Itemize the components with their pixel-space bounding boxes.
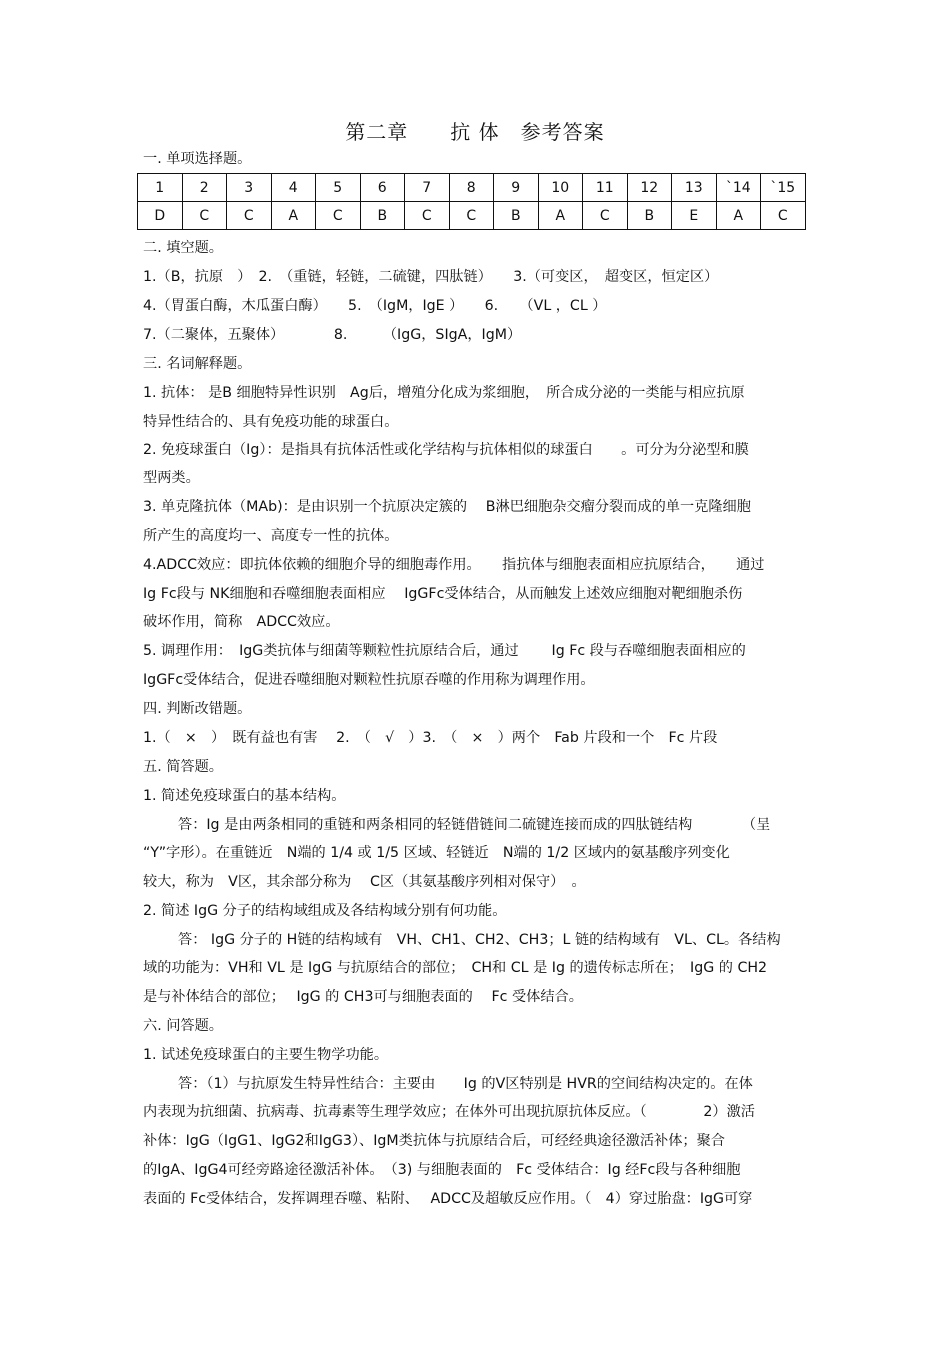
section-heading-2: 二. 填空题。	[143, 240, 223, 256]
section-heading-4: 四. 判断改错题。	[143, 701, 252, 717]
question-line: 1. 简述免疫球蛋白的基本结构。	[143, 788, 346, 804]
table-cell: 2	[182, 174, 227, 202]
table-cell: 11	[583, 174, 628, 202]
term-line: 1. 抗体： 是B 细胞特异性识别 Ag后，增殖分化成为浆细胞， 所合成分泌的一类能与相应抗原	[143, 385, 745, 401]
question-line: 2. 简述 IgG 分子的结构域组成及各结构域分别有何功能。	[143, 903, 507, 919]
table-cell: 10	[538, 174, 583, 202]
table-cell: 9	[494, 174, 539, 202]
table-cell: `14	[716, 174, 761, 202]
answer-line: 较大，称为 V区，其余部分称为 C区（其氨基酸序列相对保守） 。	[143, 874, 586, 890]
judgement-line: 1.（ × ） 既有益也有害 2. （ √ ）3. （ × ）两个 Fab 片段和一个 Fc 片段	[143, 730, 718, 746]
question-number-row	[138, 174, 806, 202]
answer-line: 是与补体结合的部位； IgG 的 CH3可与细胞表面的 Fc 受体结合。	[143, 989, 583, 1005]
term-line: IgGFc受体结合，促进吞噬细胞对颗粒性抗原吞噬的作用称为调理作用。	[143, 672, 595, 688]
table-cell: 3	[227, 174, 272, 202]
term-line: 4.ADCC效应：即抗体依赖的细胞介导的细胞毒作用。 指抗体与细胞表面相应抗原结合， 通过	[143, 557, 765, 573]
term-line: 5. 调理作用： IgG类抗体与细菌等颗粒性抗原结合后，通过 Ig Fc 段与吞噬细胞表面相应的	[143, 643, 746, 659]
term-line: 3. 单克隆抗体（MAb)：是由识别一个抗原决定簇的 B淋巴细胞杂交瘤分裂而成的单一克隆细胞	[143, 499, 751, 515]
table-cell: C	[227, 202, 272, 230]
fill-blank-line: 1.（B，抗原 ） 2. （重链，轻链，二硫键，四肽链） 3.（可变区， 超变区，恒定区）	[143, 269, 719, 285]
section-heading-3: 三. 名词解释题。	[143, 356, 252, 372]
answer-line: 答： IgG 分子的 H链的结构域有 VH、CH1、CH2、CH3；L 链的结构域有 VL、CL。各结构	[178, 932, 781, 948]
table-cell: C	[316, 202, 361, 230]
page-title: 第二章 抗 体 参考答案	[345, 120, 605, 144]
answer-row	[138, 202, 806, 230]
table-cell: C	[182, 202, 227, 230]
table-cell: 5	[316, 174, 361, 202]
answer-line: 答：Ig 是由两条相同的重链和两条相同的轻链借链间二硫键连接而成的四肽链结构 （呈	[178, 817, 771, 833]
answer-line: 内表现为抗细菌、抗病毒、抗毒素等生理学效应；在体外可出现抗原抗体反应。（ 2）激活	[143, 1104, 755, 1120]
answer-line: 域的功能为：VH和 VL 是 IgG 与抗原结合的部位； CH和 CL 是 Ig 的遗传标志所在； IgG 的 CH2	[143, 960, 768, 976]
table-cell: B	[627, 202, 672, 230]
answer-line: “Y”字形）。在重链近 N端的 1/4 或 1/5 区域、轻链近 N端的 1/2 区域内的氨基酸序列变化	[143, 845, 730, 861]
table-cell: C	[405, 202, 450, 230]
term-line: 型两类。	[143, 470, 200, 486]
fill-blank-line: 4.（胃蛋白酶，木瓜蛋白酶） 5. （IgM，IgE ） 6. （VL ，CL ）	[143, 298, 607, 314]
table-cell: B	[360, 202, 405, 230]
table-cell: C	[449, 202, 494, 230]
table-cell: A	[538, 202, 583, 230]
table-cell: `15	[761, 174, 806, 202]
table-cell: 1	[138, 174, 183, 202]
term-line: 2. 免疫球蛋白（Ig）：是指具有抗体活性或化学结构与抗体相似的球蛋白 。可分为分泌型和膜	[143, 442, 749, 458]
table-cell: C	[583, 202, 628, 230]
table-cell: E	[672, 202, 717, 230]
table-cell: 4	[271, 174, 316, 202]
term-line: 特异性结合的、具有免疫功能的球蛋白。	[143, 414, 399, 430]
section-heading-5: 五. 简答题。	[143, 759, 223, 775]
table-cell: A	[271, 202, 316, 230]
answer-line: 表面的 Fc受体结合，发挥调理吞噬、粘附、 ADCC及超敏反应作用。（ 4）穿过胎盘：IgG可穿	[143, 1191, 753, 1207]
answer-line: 的IgA、IgG4可经旁路途径激活补体。 （3) 与细胞表面的 Fc 受体结合：Ig 经Fc段与各种细胞	[143, 1162, 741, 1178]
answer-line: 补体：IgG（IgG1、IgG2和IgG3）、IgM类抗体与抗原结合后，可经经典途径激活补体；聚合	[143, 1133, 725, 1149]
table-cell: B	[494, 202, 539, 230]
term-line: 所产生的高度均一、高度专一性的抗体。	[143, 528, 399, 544]
question-line: 1. 试述免疫球蛋白的主要生物学功能。	[143, 1047, 389, 1063]
term-line: 破坏作用，简称 ADCC效应。	[143, 614, 340, 630]
table-cell: 12	[627, 174, 672, 202]
table-cell: D	[138, 202, 183, 230]
section-heading-6: 六. 问答题。	[143, 1018, 223, 1034]
table-cell: 13	[672, 174, 717, 202]
table-cell: 8	[449, 174, 494, 202]
table-cell: 7	[405, 174, 450, 202]
table-cell: C	[761, 202, 806, 230]
term-line: Ig Fc段与 NK细胞和吞噬细胞表面相应 IgGFc受体结合，从而触发上述效应细胞对靶细胞杀伤	[143, 586, 743, 602]
section-heading-1: 一. 单项选择题。	[143, 151, 252, 167]
table-cell: A	[716, 202, 761, 230]
table-cell: 6	[360, 174, 405, 202]
answer-table	[137, 173, 806, 230]
fill-blank-line: 7.（二聚体，五聚体） 8. （IgG，SIgA，IgM）	[143, 327, 522, 343]
answer-line: 答：（1）与抗原发生特异性结合：主要由 Ig 的V区特别是 HVR的空间结构决定的。在体	[178, 1076, 753, 1092]
